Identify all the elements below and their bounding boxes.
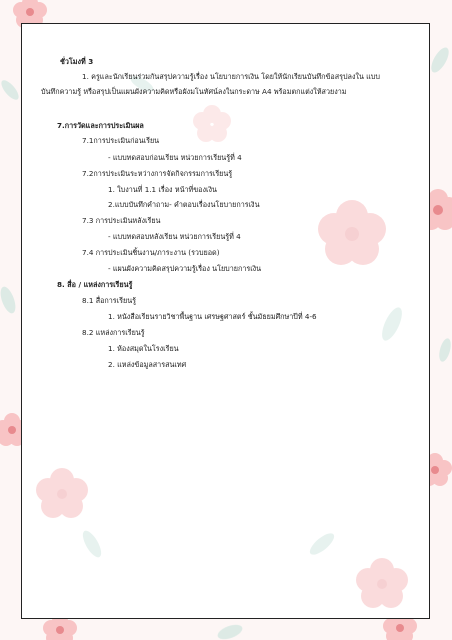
leaf-icon: [437, 337, 452, 363]
section8-2-title: 8.2 แหล่งการเรียนรู้: [82, 328, 145, 337]
section7-1-title: 7.1การประเมินก่อนเรียน: [82, 136, 160, 145]
section8-1-title: 8.1 สื่อการเรียนรู้: [82, 296, 136, 305]
leaf-icon: [378, 305, 406, 344]
leaf-icon: [0, 78, 22, 103]
section7-2-item2: 2.แบบบันทึกคำถาม- คำตอบเรื่องนโยบายการเงิน: [108, 200, 260, 209]
hour3-text-line1: 1. ครูและนักเรียนร่วมกันสรุปความรู้เรื่อง นโยบายการเงิน โดยให้นักเรียนบันทึกข้อสรุปลงใน แบบ: [82, 72, 380, 81]
section7-4-title: 7.4 การประเมินชิ้นงาน/ภาระงาน (รวบยอด): [82, 248, 220, 257]
flower-icon: [356, 558, 408, 608]
section7-3-title: 7.3 การประเมินหลังเรียน: [82, 216, 161, 225]
section7-heading: 7.การวัดและการประเมินผล: [57, 121, 144, 130]
section8-2-item2: 2. แหล่งข้อมูลสารสนเทศ: [108, 360, 187, 369]
section7-3-item: - แบบทดสอบหลังเรียน หน่วยการเรียนรู้ที่ 4: [108, 232, 241, 241]
flower-icon: [318, 200, 386, 265]
section7-4-item: - แผนผังความคิดสรุปความรู้เรื่อง นโยบายการเงิน: [108, 264, 262, 273]
leaf-icon: [428, 45, 452, 75]
flower-icon: [193, 105, 231, 142]
section7-2-item1: 1. ใบงานที่ 1.1 เรื่อง หน้าที่ของเงิน: [108, 185, 217, 194]
hour3-text-line2: บันทึกความรู้ หรือสรุปเป็นแผนผังความคิดหรือผังมโนทัศน์ลงในกระดาษ A4 พร้อมตกแต่งให้สวยงาม: [41, 87, 347, 96]
flower-icon: [36, 468, 88, 518]
section7-2-title: 7.2การประเมินระหว่างการจัดกิจกรรมการเรียนรู้: [82, 169, 233, 178]
section7-1-item: - แบบทดสอบก่อนเรียน หน่วยการเรียนรู้ที่ 4: [108, 153, 242, 162]
section8-1-item: 1. หนังสือเรียนรายวิชาพื้นฐาน เศรษฐศาสตร์ ชั้นมัธยมศึกษาปีที่ 4-6: [108, 312, 317, 321]
leaf-icon: [216, 622, 245, 640]
section8-2-item1: 1. ห้องสมุดในโรงเรียน: [108, 344, 179, 353]
leaf-icon: [307, 530, 338, 558]
leaf-icon: [79, 528, 104, 560]
hour3-heading: ชั่วโมงที่ 3: [60, 57, 94, 66]
leaf-icon: [0, 285, 18, 315]
section8-heading: 8. สื่อ / แหล่งการเรียนรู้: [57, 280, 133, 289]
